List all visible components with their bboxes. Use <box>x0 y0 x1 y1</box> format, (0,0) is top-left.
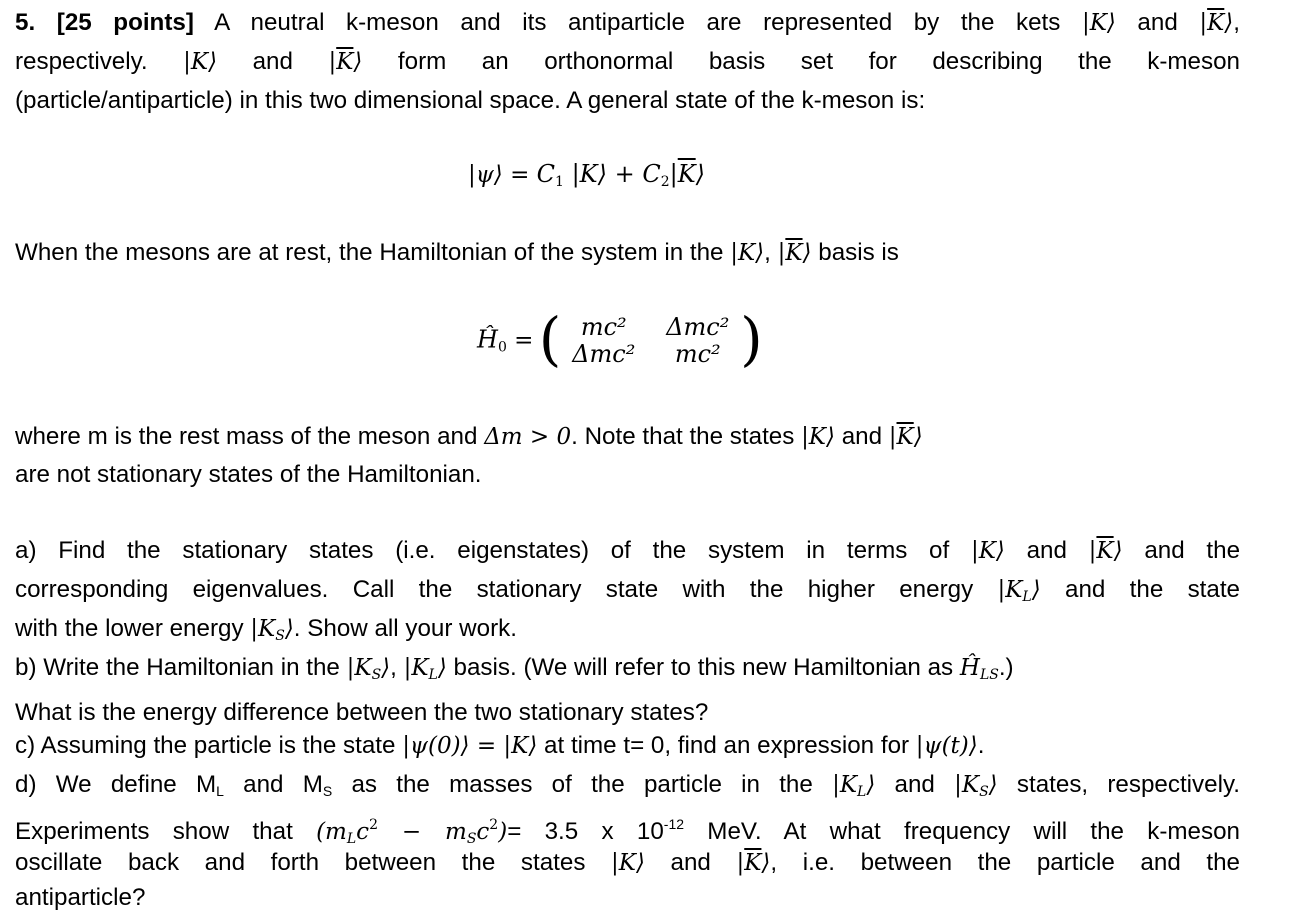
text: . Note that the states <box>571 423 802 450</box>
intro-text: and <box>1115 9 1200 36</box>
ket-ks <box>954 772 998 798</box>
part-b-line-2: What is the energy difference between the two stationary states? <box>15 699 709 727</box>
intro-text: form an orthonormal basis set for describing the k-meson <box>362 48 1240 75</box>
text: d) We define M <box>15 771 217 798</box>
ket-sub: S <box>275 628 285 644</box>
text: = 3.5 x 10 <box>507 818 664 845</box>
part-d-line-3 <box>15 844 1240 882</box>
intro-line-2 <box>15 43 1240 81</box>
coeff-c1-sub: 1 <box>555 174 564 190</box>
hamiltonian-ls-symbol: Ĥ <box>959 655 980 681</box>
ket-kbar <box>736 850 770 876</box>
ket-open: |K <box>832 772 858 798</box>
text: Experiments show that <box>15 818 317 845</box>
text: basis is <box>811 239 899 266</box>
ket-kbar-letter: $\overline{K}$ <box>677 160 696 188</box>
expr-sub: S <box>466 831 477 847</box>
coeff-c2-sub: 2 <box>660 174 670 190</box>
text: b) Write the Hamiltonian in the <box>15 654 347 681</box>
delta-m-condition: Δm > 0 <box>484 424 572 450</box>
matrix-cell: Δmc² <box>666 313 730 341</box>
ket-open: |K <box>250 616 276 642</box>
hamiltonian-intro <box>15 234 1240 272</box>
ket-k: |K⟩ <box>970 538 1005 564</box>
ket-close: ⟩ <box>437 655 447 681</box>
text: c) Assuming the particle is the state <box>15 732 403 759</box>
expr-sup: 2 <box>489 817 499 833</box>
ket-open: | <box>328 49 337 75</box>
ket-close: ⟩ <box>1113 538 1123 564</box>
intro-line-1 <box>15 4 1240 42</box>
ket-kbar <box>889 424 923 450</box>
part-c <box>15 727 1240 765</box>
intro-text: A neutral k-meson and its antiparticle are represented by the kets <box>214 9 1082 36</box>
text: MeV. At what frequency will the k-meson <box>684 818 1241 845</box>
ket-ks <box>347 655 391 681</box>
mass-sub-l: L <box>216 783 224 799</box>
ket-open: |K <box>954 772 980 798</box>
where-line-1 <box>15 418 1240 456</box>
problem-intro-3 <box>15 82 1240 120</box>
ket-close: ⟩ <box>913 424 923 450</box>
ket-ks <box>250 616 294 642</box>
time-state: |ψ(t)⟩ <box>915 733 978 759</box>
text: and M <box>223 771 323 798</box>
text: and <box>875 771 955 798</box>
text: basis. (We will refer to this new Hamiltonian as <box>446 654 960 681</box>
text: as the masses of the particle in the <box>332 771 833 798</box>
problem-intro <box>15 4 1240 42</box>
matrix-row-2 <box>557 341 745 368</box>
right-paren: ) <box>740 305 763 373</box>
ket-k: |K⟩ <box>801 424 835 450</box>
ket-close: ⟩ <box>802 240 812 266</box>
line <box>15 727 1240 765</box>
ket-close: ⟩ <box>353 49 363 75</box>
part-d-line-4 <box>15 879 1240 917</box>
ket-kl <box>404 655 447 681</box>
eq-lhs: |ψ⟩ = <box>468 162 537 188</box>
intro-text: , <box>1233 9 1241 36</box>
matrix-cell: mc² <box>580 313 627 341</box>
text: and <box>834 423 889 450</box>
ket-k: |K⟩ <box>611 850 645 876</box>
equals-sign: = <box>506 327 541 354</box>
eq-ket-k: |K⟩ + <box>563 160 643 188</box>
ket-kbar <box>1199 10 1233 36</box>
ket-open: |K <box>997 577 1023 603</box>
line <box>15 649 1240 694</box>
text: with the lower energy <box>15 615 251 642</box>
expr-part: c <box>476 819 490 845</box>
expr-part: − m <box>377 819 467 845</box>
problem-points: [25 points] <box>56 9 194 36</box>
ket-k: |K⟩ <box>183 49 218 75</box>
ket-close: ⟩ <box>695 160 706 188</box>
left-paren: ( <box>538 305 562 373</box>
text: and the state <box>1040 576 1241 603</box>
ket-kbar-letter: $\overline{K}$ <box>744 850 762 876</box>
ket-open: | <box>736 850 745 876</box>
expr-part: (m <box>316 819 347 845</box>
text: and <box>644 849 737 876</box>
text: where m is the rest mass of the meson and <box>15 423 485 450</box>
ket-open: | <box>669 160 678 188</box>
ket-kbar <box>328 49 362 75</box>
ket-kl <box>832 772 875 798</box>
expr-sub: L <box>346 831 357 847</box>
text: . Show all your work. <box>293 615 517 642</box>
text: corresponding eigenvalues. Call the stationary state with the higher energy <box>15 576 998 603</box>
ket-close: ⟩ <box>988 772 998 798</box>
text: a) Find the stationary states (i.e. eigenstates) of the system in terms of <box>15 537 971 564</box>
ket-kbar-letter: $\overline{K}$ <box>785 240 803 266</box>
ket-open: | <box>1088 538 1097 564</box>
problem-number: 5. <box>15 9 36 36</box>
ket-sub: L <box>428 667 438 683</box>
text: , i.e. between the particle and the <box>770 849 1240 876</box>
text: .) <box>998 654 1014 681</box>
coeff-c2: C <box>642 160 661 188</box>
where-line-2: are not stationary states of the Hamiltonian. <box>15 461 482 489</box>
ket-sub: S <box>979 784 989 800</box>
text: . <box>977 732 985 759</box>
text: and <box>1004 537 1089 564</box>
ket-open: |K <box>403 655 429 681</box>
ket-close: ⟩ <box>1224 10 1234 36</box>
matrix-cell: Δmc² <box>572 340 636 368</box>
ket-sub: L <box>857 784 867 800</box>
ket-open: | <box>888 424 897 450</box>
ket-open: | <box>777 240 786 266</box>
part-b <box>15 649 1240 733</box>
ket-k: |K⟩ <box>1081 10 1116 36</box>
expr-sup: 2 <box>369 817 378 833</box>
text: When the mesons are at rest, the Hamiltonian of the system in the <box>15 239 731 266</box>
ket-kbar-letter: $\overline{K}$ <box>896 424 914 450</box>
ket-sub: L <box>1022 589 1032 605</box>
ket-kbar <box>1089 538 1123 564</box>
hamiltonian-intro-line <box>15 234 1240 272</box>
hamiltonian-matrix <box>538 305 763 373</box>
ket-kbar <box>778 240 812 266</box>
intro-text: and <box>217 48 329 75</box>
text: , <box>764 239 778 266</box>
ket-close: ⟩ <box>761 850 771 876</box>
text: at time t= 0, find an expression for <box>537 732 916 759</box>
line <box>15 532 1240 570</box>
ket-close: ⟩ <box>866 772 876 798</box>
text: and the <box>1122 537 1241 564</box>
ket-open: |K <box>346 655 372 681</box>
ket-close: ⟩ <box>381 655 391 681</box>
hamiltonian-sub: 0 <box>497 339 507 356</box>
intro-text: respectively. <box>15 48 184 75</box>
ket-close: ⟩ <box>284 616 294 642</box>
text: oscillate back and forth between the states <box>15 849 612 876</box>
coeff-c1: C <box>536 160 556 188</box>
ket-kbar-letter: $\overline{K}$ <box>1207 10 1225 36</box>
ket-sub: S <box>371 667 382 683</box>
expr-part: c <box>356 819 370 845</box>
ket-kl <box>997 577 1040 603</box>
state-equation <box>468 160 705 190</box>
line: antiparticle? <box>15 884 146 911</box>
ket-k: |K⟩ <box>730 240 765 266</box>
initial-state: |ψ(0)⟩ = |K⟩ <box>402 733 538 759</box>
mass-difference-expression <box>316 819 507 845</box>
exponent: -12 <box>663 816 685 832</box>
expr-part: ) <box>498 819 508 845</box>
problem-intro-2 <box>15 43 1240 81</box>
ket-close: ⟩ <box>1031 577 1041 603</box>
hamiltonian-symbol: Ĥ <box>477 325 498 354</box>
line <box>15 844 1240 882</box>
text: states, respectively. <box>997 771 1240 798</box>
where-paragraph <box>15 418 1240 495</box>
part-a-line-1 <box>15 532 1240 570</box>
text: , <box>390 654 404 681</box>
ket-kbar-letter: $\overline{K}$ <box>1096 538 1114 564</box>
hamiltonian-matrix-equation <box>477 305 763 373</box>
matrix-cell: mc² <box>674 340 721 368</box>
mass-sub-s: S <box>322 783 333 799</box>
hamiltonian-ls-sub: LS <box>979 667 999 683</box>
ket-kbar-letter: $\overline{K}$ <box>336 49 354 75</box>
intro-line-3: (particle/antiparticle) in this two dimensional space. A general state of the k-meson is: <box>15 87 926 114</box>
matrix-row-1 <box>557 314 745 341</box>
ket-open: | <box>1199 10 1208 36</box>
